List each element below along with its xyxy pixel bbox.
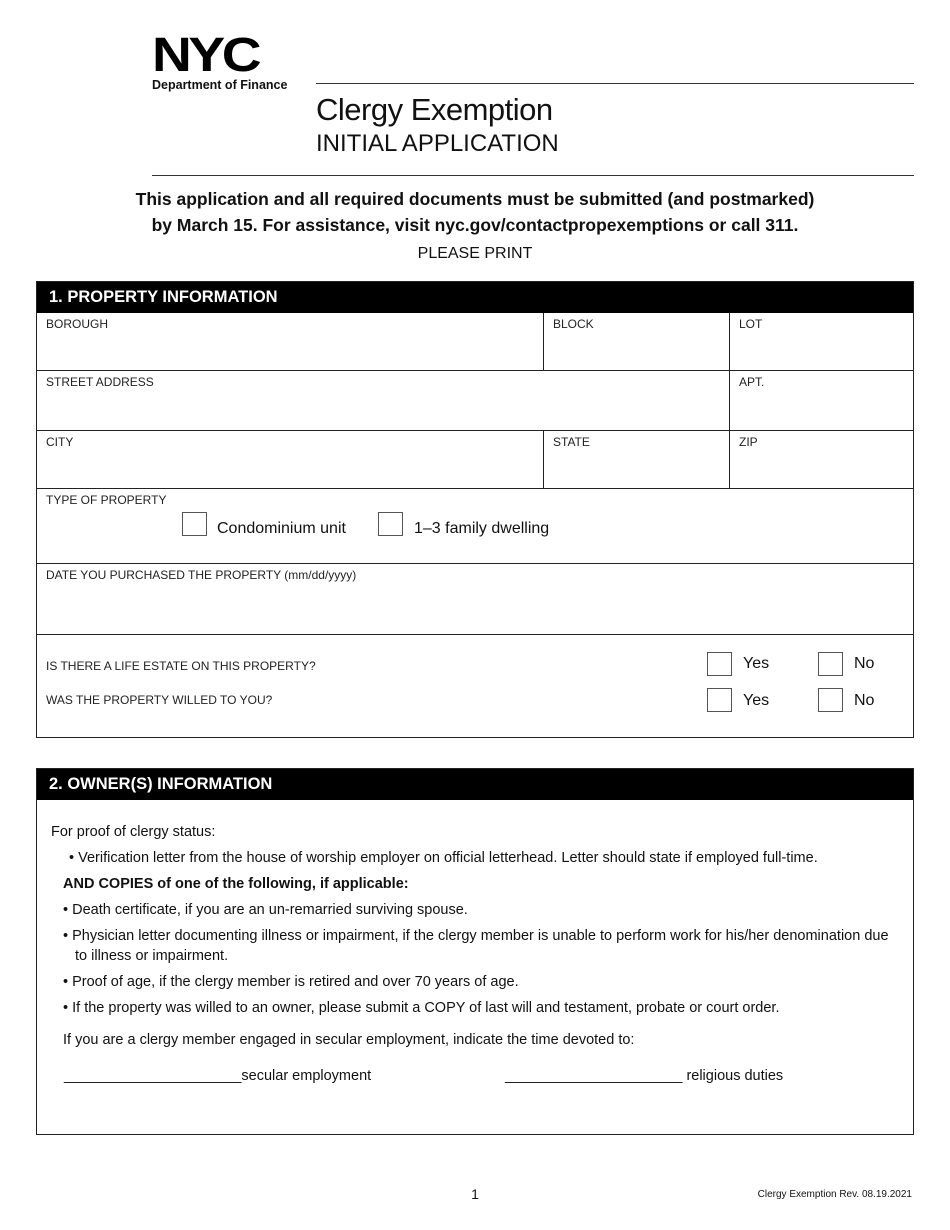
state-field[interactable]	[543, 431, 729, 488]
form-revision: Clergy Exemption Rev. 08.19.2021	[757, 1189, 912, 1200]
page-subtitle: INITIAL APPLICATION	[316, 130, 559, 157]
life-estate-no-label: No	[854, 655, 875, 672]
condo-option-label: Condominium unit	[217, 520, 346, 537]
type-of-property-label: TYPE OF PROPERTY	[46, 493, 167, 507]
bullet-physician-letter: • Physician letter documenting illness or impairment, if the clergy member is unable to perform work for his/her denomination due to illness or impairment.	[63, 928, 889, 964]
family-dwelling-option-label: 1–3 family dwelling	[414, 520, 550, 537]
life-estate-no-checkbox[interactable]	[818, 652, 843, 676]
please-print: PLEASE PRINT	[417, 245, 533, 262]
family-dwelling-checkbox[interactable]	[378, 512, 403, 536]
page-number: 1	[471, 1186, 479, 1202]
property-information-section	[36, 281, 914, 738]
and-copies-heading: AND COPIES of one of the following, if applicable:	[63, 876, 409, 892]
notice-line-2: by March 15. For assistance, visit nyc.gov/contactpropexemptions or call 311.	[151, 215, 799, 235]
willed-no-checkbox[interactable]	[818, 688, 843, 712]
logo-mark: NYC	[152, 29, 259, 82]
row-date-purchased	[37, 563, 913, 634]
borough-field[interactable]	[37, 313, 543, 370]
date-purchased-field[interactable]	[37, 564, 913, 634]
zip-label: ZIP	[739, 435, 758, 449]
verification-bullet: • Verification letter from the house of worship employer on official letterhead. Letter should state if employed full-time.	[69, 850, 818, 866]
secular-employment-intro: If you are a clergy member engaged in secular employment, indicate the time devoted to:	[63, 1032, 635, 1048]
header-rule-bottom	[152, 175, 914, 176]
street-address-field[interactable]	[37, 371, 729, 430]
row-borough-block-lot	[37, 313, 913, 370]
city-field[interactable]	[37, 431, 543, 488]
bullet-proof-of-age: • Proof of age, if the clergy member is retired and over 70 years of age.	[63, 974, 519, 990]
block-label: BLOCK	[553, 317, 594, 331]
notice-line-1: This application and all required documents must be submitted (and postmarked)	[135, 189, 815, 209]
apt-field[interactable]	[729, 371, 913, 430]
life-estate-question: IS THERE A LIFE ESTATE ON THIS PROPERTY?	[46, 659, 316, 673]
department-name: Department of Finance	[152, 78, 288, 92]
owner-information-section	[36, 768, 914, 1135]
nyc-logo	[152, 29, 304, 92]
owner-information-body	[37, 800, 913, 1090]
proof-intro: For proof of clergy status:	[51, 824, 216, 840]
bullet-death-certificate: • Death certificate, if you are an un-remarried surviving spouse.	[63, 902, 468, 918]
section-1-header: 1. PROPERTY INFORMATION	[37, 282, 913, 313]
secular-employment-line[interactable]: ______________________secular employment	[64, 1068, 372, 1084]
condo-checkbox[interactable]	[182, 512, 207, 536]
time-devoted-row	[51, 1066, 913, 1090]
city-label: CITY	[46, 435, 74, 449]
religious-duties-line[interactable]: ______________________ religious duties	[505, 1068, 784, 1084]
lot-field[interactable]	[729, 313, 913, 370]
borough-label: BOROUGH	[46, 317, 109, 331]
date-purchased-label: DATE YOU PURCHASED THE PROPERTY (mm/dd/yyyy)	[46, 568, 357, 582]
submission-notice	[36, 186, 914, 238]
section-2-header: 2. OWNER(S) INFORMATION	[37, 769, 913, 800]
lot-label: LOT	[739, 317, 763, 331]
street-address-label: STREET ADDRESS	[46, 375, 154, 389]
bullet-willed-property: • If the property was willed to an owner, please submit a COPY of last will and testament, probate or court order.	[63, 1000, 780, 1016]
header-rule-top	[316, 83, 914, 84]
apt-label: APT.	[739, 375, 765, 389]
state-label: STATE	[553, 435, 590, 449]
row-yes-no-questions	[37, 634, 913, 738]
life-estate-yes-label: Yes	[743, 655, 770, 672]
row-type-of-property	[37, 488, 913, 563]
block-field[interactable]	[543, 313, 729, 370]
willed-question: WAS THE PROPERTY WILLED TO YOU?	[46, 693, 273, 707]
row-address-apt	[37, 370, 913, 430]
page-title: Clergy Exemption	[316, 92, 553, 127]
life-estate-yes-checkbox[interactable]	[707, 652, 732, 676]
willed-yes-checkbox[interactable]	[707, 688, 732, 712]
row-city-state-zip	[37, 430, 913, 488]
zip-field[interactable]	[729, 431, 913, 488]
willed-no-label: No	[854, 692, 875, 709]
willed-yes-label: Yes	[743, 692, 770, 709]
